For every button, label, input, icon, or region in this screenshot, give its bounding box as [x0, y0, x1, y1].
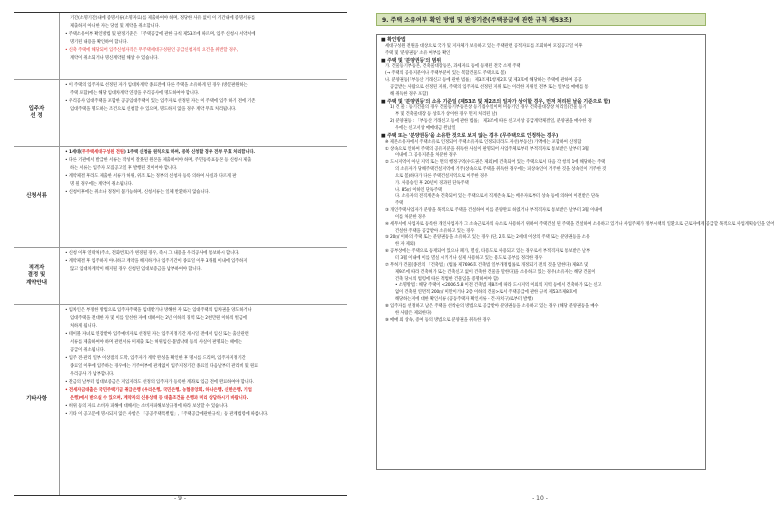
text-line: 터 3월 이내에 이를 멸실 시키거나 실제 사용하고 있는 용도로 공부를 정리한 경우	[395, 256, 543, 261]
text-line: • 신축 주택에 해당되어 입주신청자격은 무주택세대구성원인 공급신청자의 요건을 위반할 경우,	[65, 48, 239, 53]
text-line: • 기타 이 공고문에 명시되지 않은 사항은 「공공주택특별법」,「주택공급에관한규칙」등 관계법령에 따릅니다.	[65, 412, 269, 417]
text-line: 명 될 경우에는 계약이 취소됩니다.	[70, 182, 134, 187]
text-line: • 신청이후에는 취소나 정정이 불가능하며, 신청서류는 일체 반환하지 않습니다.	[65, 190, 210, 195]
row-body	[60, 248, 347, 304]
text-line: 건축 당시의 법령에 따른 적법한 건물임을 증명하여야 함)	[395, 276, 499, 282]
row-header: 적격자 결정 및 계약안내	[14, 248, 60, 304]
text-line: ③ 개인주택사업자가 분양을 목적으로 주택을 건설하여 이를 분양완료 하였거나 부적격자로 통보받은 날부터 3월 이내에	[385, 208, 603, 214]
text-line: • 전세자금대출은 국민주택기금 취급은행 (우리은행, 국민은행, 농협중앙회, 하나은행, 신한은행, 기업	[65, 388, 252, 393]
text-line: 다. 소유자의 전직계존속 건축되어 있는 주택으로서 직계존속 또는 배우자로부터 상속 등에 의하여 이전받은 단독	[395, 194, 600, 200]
text-line: 2) 분양권등 : 「부동산 거래신고 등에 관한 법률」 제3조에 따른 신고서상 공급계약체결일, 분양권을 매수한 경	[390, 119, 592, 125]
text-line: 임대주택을 명도하는 조건으로 신청할 수 있으며, 명도하지 않을 경우 계약 무효 처리됩니다.	[70, 107, 237, 112]
text-line: 종료일 이후에 입주하는 경우에는 거주여부에 관계없이 입주지정기간 종료일 다음날부터 관리비 및 원료	[70, 364, 259, 369]
notice-table	[14, 12, 347, 496]
text-line: 으로 봄)하다가 다른 주택건설지역으로 이주한 경우	[395, 173, 488, 179]
row-header: 입주자 선 정	[14, 80, 60, 146]
text-line: 한 사람은 제외한다)	[395, 310, 432, 316]
text-line: 우리공사 가 납부합니다.	[70, 372, 115, 377]
text-line: 우에는 신고서상 매매대금 완납일	[395, 125, 456, 131]
text-line: ① 상속으로 인하여 주택의 공유지분을 취득한 사실이 판명되어 사업주체로부터 부적격자로 통보받은 날부터 3월	[385, 146, 589, 152]
text-line: ■ 주택 또는 '분양권등'을 소유한 것으로 보지 않는 경우 (무주택으로 인정하는 경우)	[381, 132, 559, 139]
text-line: 주택 및 '분양권등' 소유 여부를 확인	[385, 50, 451, 56]
text-line: ■ 주택 및 '분양권등'의 범위	[381, 57, 441, 64]
text-line: 의 소유자가 당해주택건설지역에 거주(상속으로 주택을 취득한 경우에는 피상속인이 거주한 것을 상속인이 거주한 것	[395, 167, 607, 173]
text-line: ■ 주택 및 '분양권등'의 소유 기준일 (제53조 및 제2조의 일자가 상이할 경우, 먼저 처리된 날을 기준으로 함)	[381, 98, 611, 105]
table-row	[14, 147, 347, 248]
text-line: 주택 포함)에는 해당 임대차계약 연장을 우리공사에 명도하여야 합니다.	[70, 91, 200, 96]
text-line: 해당하는지에 대한 확인서류 (공동주택자 확인서류 - 건·자치구)로부터 발행)	[395, 297, 533, 303]
text-line: 제출하지 아니한 자는 당첨 및 계약을 취소합니다.	[70, 24, 160, 29]
row-body	[60, 147, 347, 247]
text-line: 해 취득한 경우 포함]	[390, 91, 428, 97]
text-line: 나. 85㎡ 이하인 단독주택	[395, 187, 442, 193]
text-line: 공급이 취소됩니다.	[70, 348, 105, 353]
text-line: 이를 처분한 경우	[395, 214, 426, 220]
text-line: 1) 건 물 : 등기건물의 경우 건물등기부등본상 등기접수일이며 미등기인 경우 건축물대장상 처리일(건물 등기	[390, 105, 587, 111]
text-line: 하는 서류는 입주자 모집공고일 후 발행된 것이어야 합니다.	[70, 166, 178, 171]
row-body	[60, 305, 347, 495]
text-line: ■ 확인방법	[381, 37, 406, 43]
text-line: • 소명방법 : 해당 주택이 <2006.5.8 이전 건축법 제8조에 따라 도시지역 이외의 지역 등에서 건축하가 또는 신고	[395, 283, 602, 289]
page-number: - 9 -	[174, 495, 186, 502]
text-line: 한 자 제외)	[395, 242, 416, 248]
table-row	[14, 248, 347, 305]
text-line: 처하게 됩니다.	[70, 324, 97, 329]
text-line: • 허위 등의 자료 소비자 피해에 대해서는 소비자피해보상규정에 따라 보상할 수 있습니다.	[65, 404, 229, 409]
text-line: ④ 세무서에 사업자로 등록한 개인사업자가 그 소속근로자의 숙소로 사용하기 위하여 주택건설 된 주택을 건설하여 소유하고 있거나 사업주체가 정부시책의 일환으로 근로자에게 공급할 목적으로 사업계획승인을 얻어	[385, 221, 774, 227]
text-line: • 신청 이후 연락처(주소, 전화번호)가 변경될 경우, 즉시 그 내용을 우리공사에 통보하시 합니다.	[65, 251, 240, 256]
text-line: 명기된 내용을 확인하여 합니다.	[70, 40, 128, 45]
text-line: 계약이 취소되거나 명신계약될 해상 수 있습니다.	[70, 56, 159, 61]
text-line: 은행)에서 받으실 수 있으며, 계약자의 신용상태 등 대출조건을 은행과 미리 상담하시기 바랍니다.	[70, 396, 249, 401]
text-line: • 테이블 자녀로 연장받아 입주예비자로 선정된 자는 입주지정기간 게시일 전에서 임신 또는 출산관련	[65, 332, 249, 337]
text-line: 서류를 제출하여야 하며 관련서류 미제출 또는 허위임신·불법낙태 등의 사실이 판명되는 때에는	[70, 340, 242, 345]
text-line: 가. 건물등기부등본, 건축물대장등본, 과세자료 등에 등재된 전국 소재 주택	[385, 64, 521, 70]
text-line: 가. 사용승인 후 20년이 경과된 단독주택	[395, 180, 469, 186]
text-line: • 주택소유여부 확인방법 및 판정기준은 「주택공급에 관한 규칙 제53조에 따르며, 입주 신청시 서약서에	[65, 32, 256, 37]
row-header: 신청서류	[14, 147, 60, 247]
text-line: • 계약체결 후 입주하지 아니하고 계약을 해지하거나 입주기간이 종료일 이후 3개월 이내에 입주하지	[65, 259, 248, 264]
row-body	[60, 80, 347, 146]
text-line: 제9조에 따라 건축허가 또는 건축신고 없이 건축한 건물을 말한다]을 소유하고 있는 경우(소유자는 해당 건물이	[395, 269, 596, 275]
left-page	[0, 0, 360, 508]
text-line: • 잔금의 날부터 임대보증금은 지입지라도 선정의 입주자가 등록한 계좌로 입금 전에 완료하여야 합니다.	[65, 380, 255, 385]
text-line: ⑥ 공부상에는 주택으로 등재되어 있으나 폐가, 멸실, 타용도로 사용되고 있는 경우로서 부적격자로 통보받은 날부	[385, 249, 591, 255]
table-row	[14, 80, 347, 147]
text-line: 기간(소명기간)내에 증명서류(소명자료)를 제출하여야 하며, 정당한 사유 없이 이 기간내에 증명서류를	[70, 16, 256, 21]
text-line: ⑦ 무허가 건물[종전의 「건축법」(법률 제7696호 건축법 일부개정법률로 개정되기 전의 것을 말한다) 제8조 및	[385, 262, 589, 268]
text-line: • 1세대(무주택세대구성원 전원) 1주택 신청을 원칙으로 하며, 중복 신청할 경우 전부 무효 처리합니다.	[65, 150, 255, 155]
text-line: 주택	[395, 201, 404, 207]
row-body	[60, 13, 347, 79]
row-header	[14, 13, 60, 79]
text-line: 임대주택을 전대한 자 및 이를 알선한 자에 대하여는 2년 이하의 징역 또는 2천만원 이하의 벌금에	[70, 316, 247, 321]
row-header: 기타사항	[14, 305, 60, 495]
text-line: • 계약체결 후라도 제출한 서류가 허위, 위조 또는 정부의 신청자 등록 의하여 사실과 다르게 판	[65, 174, 237, 179]
text-line: • 우리공사 임대주택을 포함한 공공임대주택이 있는 입주자로 선정된 자는 이 주택에 입주 하기 전에 기존	[65, 99, 256, 104]
text-line: ※ 제본소유자에서 주택소유로 인정되어 주택소유자로 인정되더라도 자선(부동산) 가액에는 포함하여 산정함	[385, 139, 582, 145]
text-line: ⑨ 매매 외 상속, 증여 등의 방법으로 분양권을 취득한 경우	[385, 317, 491, 323]
text-line: (→ 주택의 공유지분이나 주택부분이 있는 복합건물도 주택으로 봄)	[385, 71, 506, 77]
text-line: • 다른 기관에서 발급한 서류는 작성이 잘못된 원본을 제출하여야 하며, 주민등록표등본 등 신청시 제출	[65, 158, 252, 163]
table-row	[14, 13, 347, 80]
text-line: 이내에 그 공유지분을 처분한 경우	[395, 153, 457, 159]
text-line: 없이 건축된 연면적 200㎡ 미만이거나 2층 이하의 건물>로서 주택공급에 관한 규칙 제53조제8호에	[395, 290, 577, 296]
text-line: 나. 분양권등[「부동산 거래신고 등에 관한 법률」 제3조제1항제2호 및 제3호에 해당하는 주택에 관하여 공공	[385, 78, 582, 84]
text-line: 세대구성원 전원을 대상으로 국가 및 지자체가 보유하고 있는 주택관련 공적자료를 조회하여 모집공고일 이후	[385, 43, 583, 49]
right-page	[360, 0, 774, 508]
page-number: - 10 -	[532, 495, 548, 502]
table-row	[14, 305, 347, 495]
text-line: • 이 주택의 입주자로 선정된 자가 임대차계약 종료전에 다른 주택을 소유하게 된 경우 (방문판원하는	[65, 83, 248, 88]
text-line: 건설한 주택을 공급받아 소유하고 있는 경우	[395, 228, 475, 234]
text-line: ⑧ 입주자를 선정하고 남은 주택을 선착순의 방법으로 공급받아 분양권등을 소유하고 있는 경우 (해당 분양권등을 매수	[385, 303, 599, 309]
text-line: • 입주 전·관리 일부 이상점의 도막, 입주자가 계약 완성을 확인한 후 명시를 드리며, 입주자지정기간	[65, 356, 246, 361]
text-line: • 임차인은 부정한 방법으로 입주자주택을 임대받거나 방해한 자 또는 임대주택의 임차권을 양도하거나	[65, 308, 252, 313]
text-line: 않고 임대차계약이 해지될 경우 신청된 임대보증금을 납부하여야 합니다.	[70, 267, 202, 272]
section-title: 9. 주택 소유여부 확인 방법 및 판정기준(주택공급에 관한 규칙 제53조)	[376, 13, 706, 26]
text-line: 부 및 건축물대장 등 상호가 상이한 경우 먼저 처리된 날)	[395, 112, 498, 118]
highlight-text: 무주택세대구성원 전원	[81, 150, 124, 155]
text-line: 공급받는 사람으로 선정된 지위, 주택의 입주자로 선정된 지위 또는 이러한 지위인 전부 또는 일부를 매매를 통	[390, 84, 589, 90]
text-line: ⑤ 20㎡ 이하의 주택 또는 분양권등을 소유하고 있는 경우 (단, 2호 또는 2세대 이상의 주택 또는 분양권등을 소유	[385, 235, 590, 241]
content-box	[376, 34, 774, 470]
text-line: ② 도시지역이 아닌 지역 또는 면의 행정구역(수도권은 제외)에 건축되어 있는 주택으로서 다음 각 항의 1에 해당하는 주택	[385, 160, 606, 166]
